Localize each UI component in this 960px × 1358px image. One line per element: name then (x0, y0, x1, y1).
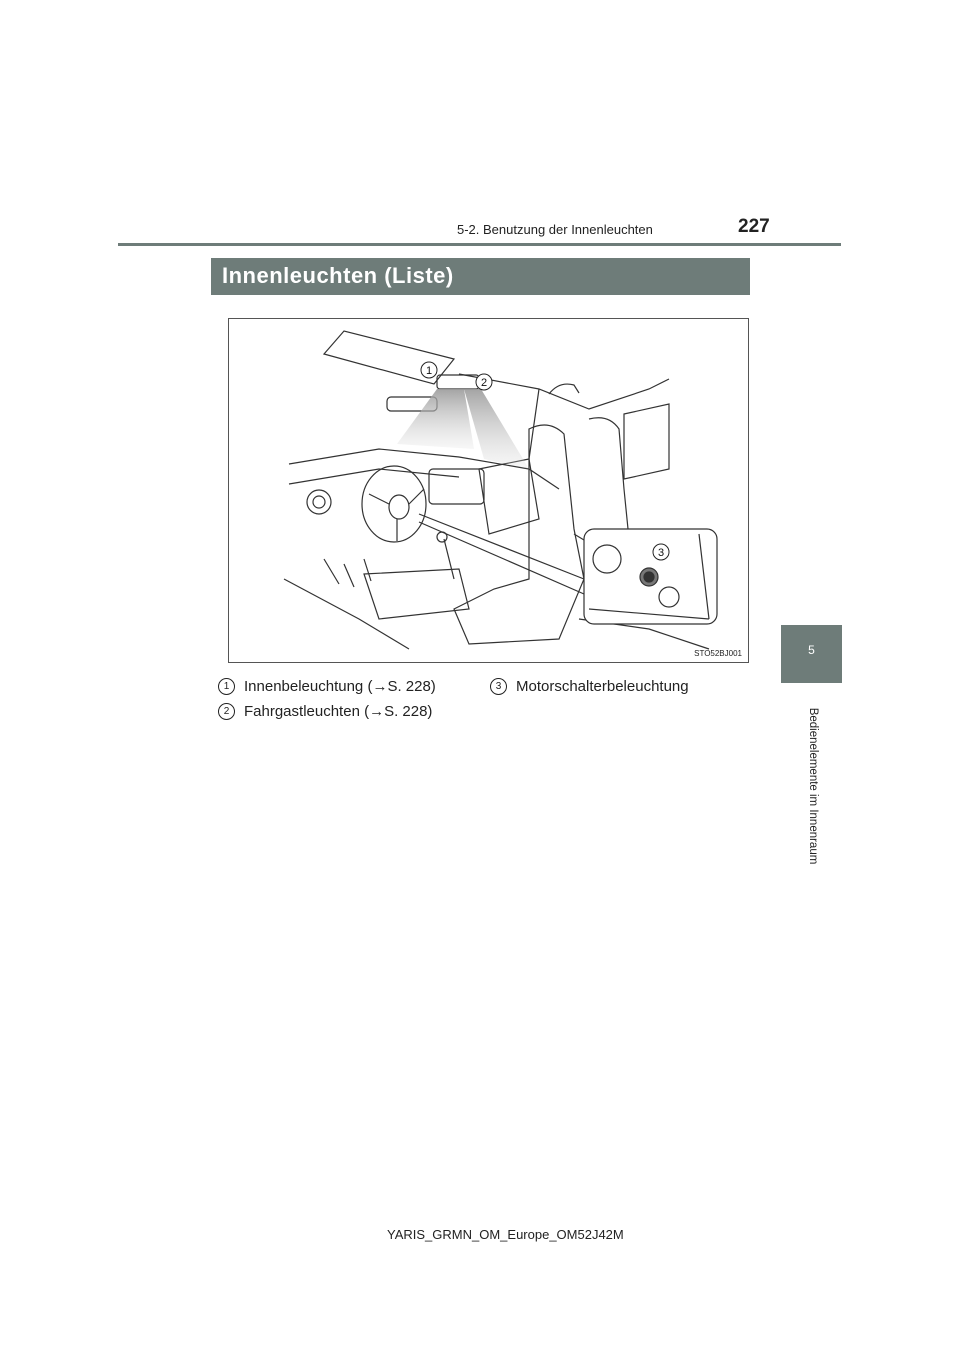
legend-text: Motorschalterbeleuchtung (516, 678, 689, 695)
legend-text: Innenbeleuchtung (→S. 228) (244, 678, 436, 695)
legend-text: Fahrgastleuchten (→S. 228) (244, 703, 433, 720)
chapter-label-text: Bedienelemente im Innenraum (807, 707, 819, 865)
page-number: 227 (738, 216, 770, 237)
car-interior-illustration (228, 318, 749, 663)
running-header-section: 5-2. Benutzung der Innenleuchten (457, 222, 653, 237)
callout-3: 3 (657, 547, 665, 559)
legend-item-2 (218, 703, 432, 720)
legend-item-3 (490, 678, 689, 695)
car-interior-drawing (229, 319, 749, 663)
legend-number: 2 (218, 703, 235, 720)
chapter-number: 5 (808, 643, 815, 657)
legend-number: 3 (490, 678, 507, 695)
callout-2: 2 (480, 377, 488, 389)
legend-item-1 (218, 678, 436, 695)
chapter-tab (781, 625, 842, 683)
chapter-label (803, 707, 823, 865)
header-rule (118, 243, 841, 246)
callout-1: 1 (425, 365, 433, 377)
section-title: Innenleuchten (Liste) (222, 263, 454, 288)
section-title-bar (211, 258, 750, 295)
figure-code: STO52BJ001 (694, 649, 742, 658)
document-footer: YARIS_GRMN_OM_Europe_OM52J42M (387, 1227, 624, 1242)
legend-number: 1 (218, 678, 235, 695)
